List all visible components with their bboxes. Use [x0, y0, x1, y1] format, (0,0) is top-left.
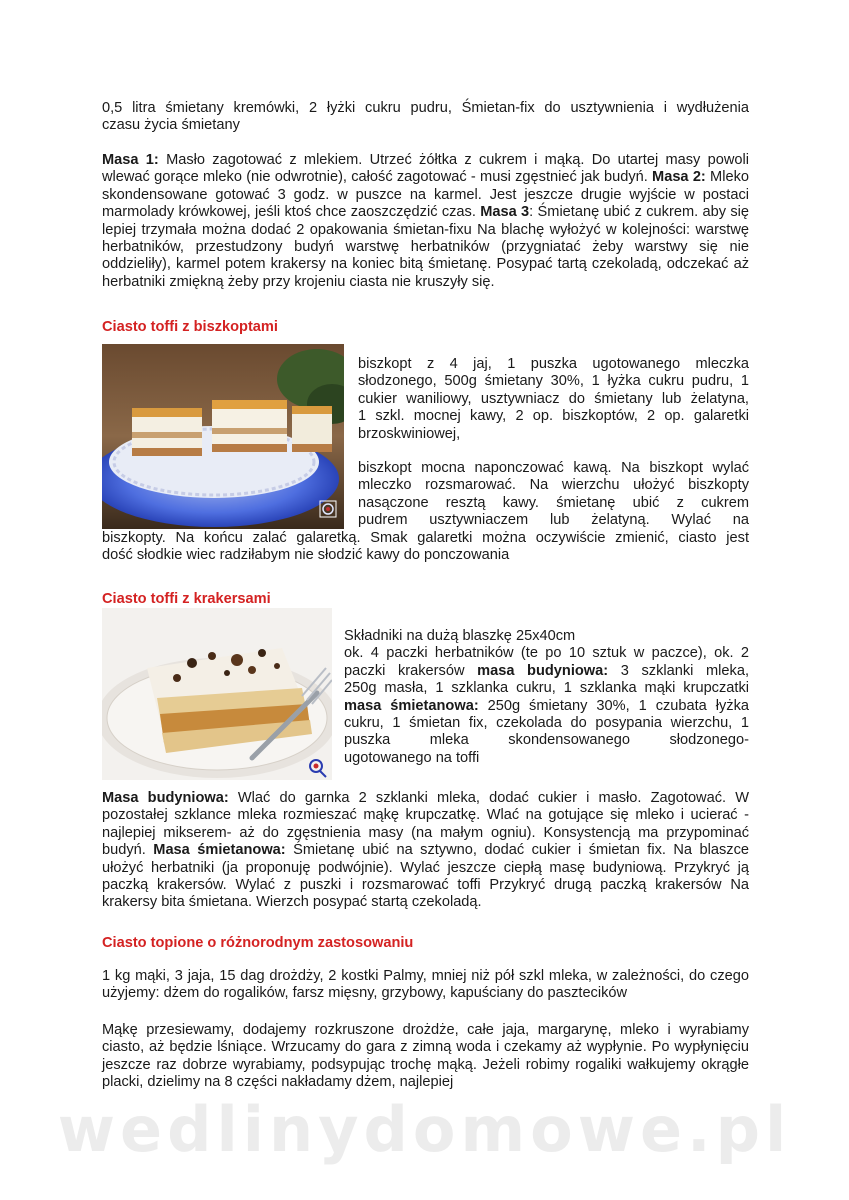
- watermark: wedlinydomowe.pl: [57, 1093, 792, 1166]
- recipe1-steps-full: [102, 530, 749, 565]
- line-text: paczki krakersów: [344, 662, 478, 679]
- steps-line: biszkopty. Na końcu zalać galaretką. Smak galaretki można oczywiście zmienić, ciasto jest: [102, 530, 749, 546]
- masa1-text: Masło zagotować z mlekiem. Utrzeć żółtka z cukrem i mąką. Do utartej masy powoli wlewać gorące mleko (nie odwrotnie), całość zagotować - musi zgęstnieć jak budyń.: [102, 152, 749, 186]
- recipe2-ingredients: [344, 628, 749, 767]
- masa-budyniowa-text: Wlać do garnka 2 szklanki mleka, dodać cukier i masło. Zagotować. W pozostałej szklance mleka rozmieszać mąkę krupczatkę. Wlać na gotujące się mleko i ucierać -najlepiej mikserem- aż do zgęstnienia masy (na małym ogniu). Konsystencją ma przypominać budyń.: [102, 790, 749, 859]
- intro-line: czasu życia śmietany: [102, 117, 240, 134]
- masa2-label: Masa 2:: [652, 169, 706, 186]
- masa3-label: Masa 3: [480, 204, 530, 221]
- ingredients-line: słodzonego, 500g śmietany 30%, 1 łyżka cukru pudru, 1: [358, 373, 749, 390]
- steps-line: biszkopt mocna naponczować kawą. Na biszkopt wylać: [358, 460, 749, 476]
- steps-line: mleczko rozsmarować. Na wierzchu ułożyć biszkopty: [358, 477, 749, 494]
- recipe3-method: Mąkę przesiewamy, dodajemy rozkruszone drożdże, całe jaja, margarynę, mleko i wyrabiamy ciasto, aż będzie lśniące. Wrzucamy do gara z zimną woda i czekamy aż wypłynie. Po wypłynięciu jeszcze raz dobrze wyrabiamy, podsypując trochę mąką. Jeżeli robimy rogaliki wałkujemy okrągłe placki, dzielimy na 8 części nakładamy dżem, najlepiej: [102, 1022, 749, 1091]
- ingredients-line: biszkopt z 4 jaj, 1 puszka ugotowanego mleczka: [358, 356, 749, 372]
- steps-line: nasączone resztą kawy. śmietanę ubić z cukrem: [358, 494, 749, 511]
- recipe3-title: Ciasto topione o różnorodnym zastosowaniu: [102, 935, 414, 951]
- ingredients-line: ok. 4 paczki herbatników (te po 10 sztuk w paczce), ok. 2: [344, 645, 749, 662]
- bold-label: masa śmietanowa:: [344, 697, 479, 714]
- ingredients-line: [344, 698, 749, 715]
- recipe2-method: [102, 790, 749, 912]
- ingredients-line: puszka mleka skondensowanego słodzonego-: [344, 732, 749, 749]
- recipe1-ingredients: [358, 356, 749, 443]
- cake-plate-image: [102, 344, 344, 529]
- ingredients-line: brzoskwiniowej,: [358, 425, 461, 442]
- recipe1-photo: [102, 344, 344, 529]
- cake-slice-image: [102, 608, 332, 780]
- line-text: 250g śmietany 30%, 1 czubata łyżka: [478, 697, 750, 714]
- ingredients-line: ugotowanego na toffi: [344, 749, 480, 766]
- intro-line: 0,5 litra śmietany kremówki, 2 łyżki cukru pudru, Śmietan-fix do usztywnienia i wydłużenia: [102, 100, 749, 116]
- recipe2-photo: [102, 608, 332, 780]
- recipe3-ingredients: 1 kg mąki, 3 jaja, 15 dag drożdży, 2 kostki Palmy, mniej niż pół szkl mleka, w zależności, do czego użyjemy: dżem do rogalików, farsz mięsny, grzybowy, kapuściany do pasztecików: [102, 968, 749, 1002]
- ingredients-line: Składniki na dużą blaszkę 25x40cm: [344, 628, 576, 644]
- bold-label: masa budyniowa:: [477, 662, 609, 679]
- masa3-text: : Śmietanę ubić z cukrem. aby się lepiej trzymała można dodać 2 opakowania śmietan-fixu Na blachę wyłożyć w kolejności: warstwę herbatników, przestudzony budyń warstwę herbatników (przygniatać żeby warstwy się nie oddzieliły), karmel potem krakersy na koniec bitą śmietanę. Posypać tartą czekoladą, odczekać aż herbatniki zmiękną żeby przy krojeniu ciasta nie kruszyły się.: [102, 204, 749, 290]
- recipe1-title: Ciasto toffi z biszkoptami: [102, 319, 278, 335]
- recipe1-steps: [358, 460, 749, 530]
- ingredients-line: cukier waniliowy, usztywniacz do śmietany lub żelatyna,: [358, 390, 749, 407]
- steps-line: dość słodkie wiec radziłabym nie słodzić kawy do ponczowania: [102, 547, 510, 564]
- line-text: 3 szklanki mleka,: [608, 662, 750, 679]
- intro-paragraph: [102, 100, 749, 135]
- masa1-label: Masa 1:: [102, 152, 159, 168]
- ingredients-line: cukru, 1 śmietan fix, czekolada do posypania wierzchu, 1: [344, 715, 749, 732]
- steps-line: pudrem usztywniaczem lub żelatyną. Wylać na: [358, 512, 749, 529]
- ingredients-line: [344, 663, 749, 680]
- masa-budyniowa-label: Masa budyniowa:: [102, 790, 229, 806]
- ingredients-line: 250g masła, 1 szklanka cukru, 1 szklanka mąki krupczatki: [344, 680, 749, 697]
- recipe2-title: Ciasto toffi z krakersami: [102, 591, 271, 607]
- masy-paragraph: [102, 152, 749, 291]
- cake-slices-graphic: [132, 400, 332, 456]
- masa-smietanowa-label: Masa śmietanowa:: [153, 842, 286, 859]
- masa2-text: Mleko skondensowane gotować 3 godz. w puszce na karmel. Jest jeszcze drugie wyjście w postaci marmolady krówkowej, jeśli ktoś chce zaoszczędzić czas.: [102, 169, 749, 221]
- masa-smietanowa-text: Śmietanę ubić na sztywno, dodać cukier i śmietan fix. Na blaszce ułożyć herbatniki (ja proponuję podwójnie). Wylać jeszcze ciepłą masę budyniową. Przykryć ją paczką krakersów. Wylać z puszki i rozsmarować toffi Przykryć drugą paczką krakersów Na krakersy bita śmietana. Wierzch posypać startą czekoladą.: [102, 842, 749, 911]
- ingredients-line: 1 szkl. mocnej kawy, 2 op. biszkoptów, 2 op. galaretki: [358, 408, 749, 425]
